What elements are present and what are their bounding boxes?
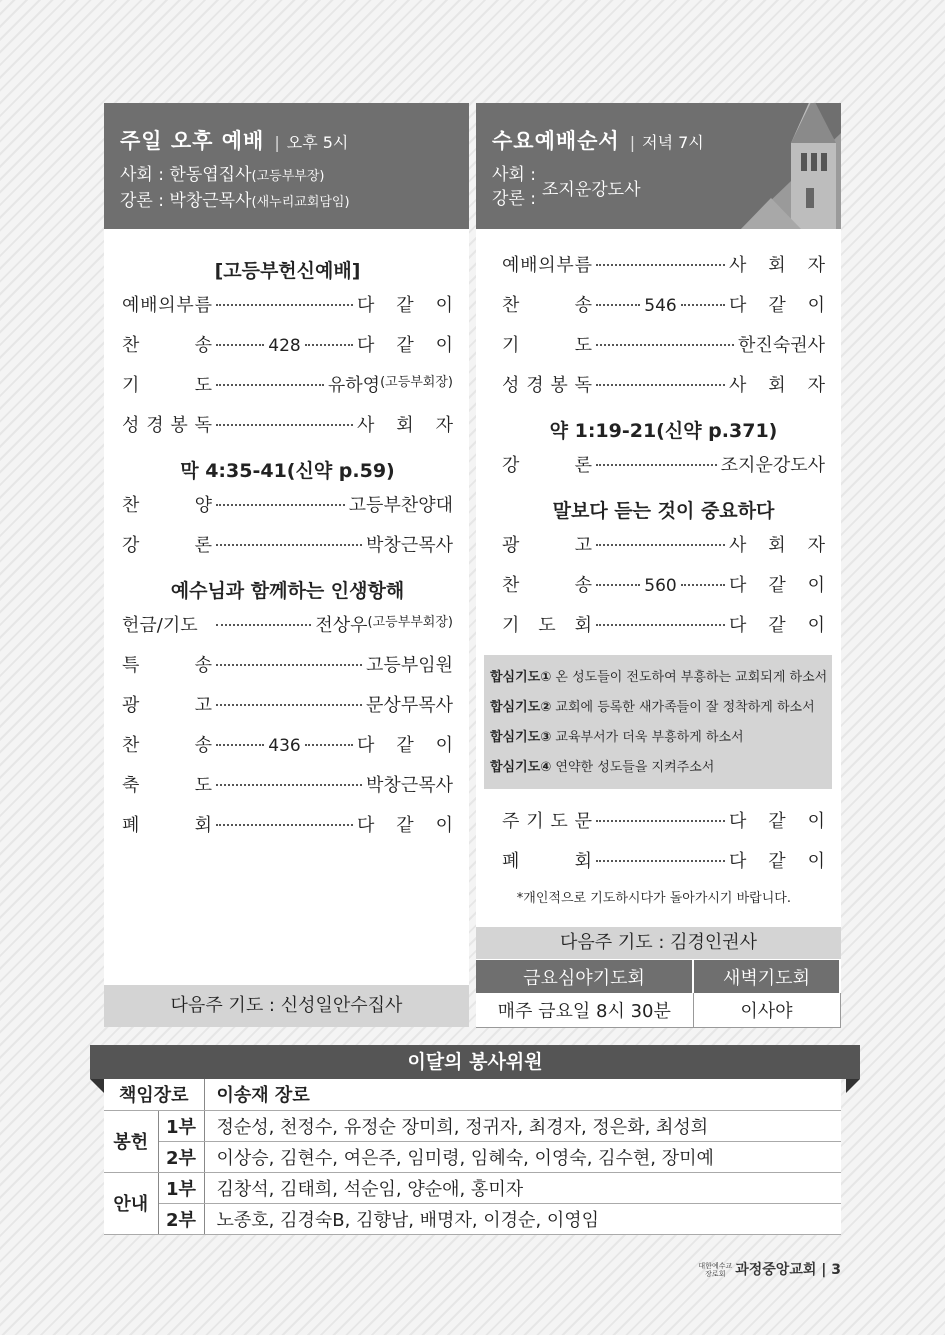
sunday-next-prayer: 다음주 기도 : 신성일안수집사 [104,985,469,1027]
leader-dots [216,544,362,546]
usher-part2: 노종호, 김경숙B, 김향남, 배명자, 이경순, 이영임 [204,1203,841,1234]
item-label: 폐 회 [122,815,212,836]
wednesday-scripture: 약 1:19-21(신약 p.371) [549,420,778,442]
sunday-preacher: 강론 : 박창근목사(새누리교회담임) [120,191,350,211]
prayer-meeting-schedule [476,960,841,1028]
dawn-prayer-book: 이사야 [693,993,840,1027]
page-number: | 3 [821,1262,841,1278]
joint-prayer-item: 합심기도④ 연약한 성도들을 지켜주소서 [490,760,715,775]
offering-label: 봉헌 [104,1110,158,1172]
leader-dots [596,264,725,266]
item-value: 다 같 이 [729,615,825,636]
item-value: 다 같 이 [357,815,453,836]
ribbon-fold-left [90,1079,104,1093]
leader-dots [216,344,264,346]
item-label: 광 고 [502,535,592,556]
item-value: 고등부찬양대 [348,495,453,516]
item-value: 전상우 (고등부부회장) [315,615,453,636]
list-item [502,571,825,611]
item-label: 헌금/기도 [122,615,198,636]
item-value: 박창근목사 [366,775,453,796]
leader-dots [305,344,353,346]
item-value: 다 같 이 [729,851,825,872]
sunday-title-line: 주일 오후 예배 | 오후 5시 [120,129,349,153]
denomination-logo: 대한예수교 장로회 [698,1262,733,1278]
item-label: 찬 양 [122,495,212,516]
item-value: 사 회 자 [729,375,825,396]
sunday-time: 오후 5시 [286,133,349,152]
joint-prayer-item: 합심기도① 온 성도들이 전도하여 부흥하는 교회되게 하소서 [490,670,828,685]
sunday-header [104,103,469,229]
item-value: 다 같 이 [729,295,825,316]
sunday-afternoon-service-column [104,103,469,1027]
joint-prayer-box [484,655,832,789]
item-label: 찬 송 [122,735,212,756]
item-value: 사 회 자 [357,415,453,436]
table-row: 2부 이상승, 김현수, 여은주, 임미령, 임혜숙, 이영숙, 김수현, 장미예 [104,1141,841,1172]
item-label: 광 고 [122,695,212,716]
ribbon-fold-right [846,1079,860,1093]
list-item [122,491,453,531]
item-value: 한진숙권사 [738,335,825,356]
wednesday-leaders: 사회 : 강론 : 조지운강도사 [492,165,641,209]
list-item [122,531,453,571]
leader-dots [216,424,353,426]
list-item [502,611,825,651]
list-item [502,331,825,371]
item-label: 성 경 봉 독 [122,415,212,436]
leader-dots [305,744,353,746]
item-value: 다 같 이 [729,575,825,596]
leader-dots [216,824,353,826]
leader-dots [216,624,311,626]
hymn-number: 428 [268,336,301,356]
usher-label: 안내 [104,1172,158,1234]
wednesday-service-column [476,103,841,1027]
table-row: 2부 노종호, 김경숙B, 김향남, 배명자, 이경순, 이영임 [104,1203,841,1234]
leader-dots [216,704,362,706]
wednesday-order-of-worship [476,229,841,651]
list-item [502,451,825,491]
leader-dots [596,464,717,466]
elder-label: 책임장로 [104,1079,204,1110]
leader-dots [596,304,640,306]
list-item [502,807,825,847]
wednesday-header [476,103,841,229]
item-value: 다 같 이 [729,811,825,832]
leader-dots [596,820,725,822]
hymn-number: 560 [644,576,677,596]
list-item [502,251,825,291]
item-label: 주 기 도 문 [502,811,592,832]
list-item [122,651,453,691]
item-value: 유하영 (고등부회장) [327,375,453,396]
wednesday-time: 저녁 7시 [642,133,704,152]
item-label: 축 도 [122,775,212,796]
dawn-prayer-header: 새벽기도회 [693,960,840,993]
joint-prayer-item: 합심기도② 교회에 등록한 새가족들이 잘 정착하게 하소서 [490,700,815,715]
hymn-number: 546 [644,296,677,316]
list-item [122,811,453,851]
item-value: 박창근목사 [366,535,453,556]
leader-dots [596,344,734,346]
leader-dots [216,504,345,506]
hymn-number: 436 [268,736,301,756]
item-label: 기 도 [122,375,212,396]
wednesday-title: 수요예배순서 [492,129,620,153]
leader-dots [681,584,725,586]
item-label: 예 배 의 부 름 [502,255,592,276]
list-item [122,691,453,731]
list-item [122,771,453,811]
table-row: 안내 1부 김창석, 김태희, 석순임, 양순애, 홍미자 [104,1172,841,1203]
item-label: 특 송 [122,655,212,676]
leader-dots [596,584,640,586]
list-item [122,291,453,331]
leader-dots [681,304,725,306]
wednesday-sermon-title: 말보다 듣는 것이 중요하다 [552,500,775,522]
item-value: 사 회 자 [729,255,825,276]
leader-dots [596,544,725,546]
sunday-heading: [고등부헌신예배] [214,260,361,282]
item-label: 예 배 의 부 름 [122,295,212,316]
item-value: 조지운강도사 [720,455,825,476]
item-value: 문상무목사 [366,695,453,716]
sunday-leader: 사회 : 한동엽집사(고등부부장) [120,165,325,185]
item-label: 찬 송 [122,335,212,356]
item-label: 폐 회 [502,851,592,872]
leader-dots [216,384,324,386]
leader-dots [216,304,353,306]
item-value: 고등부임원 [366,655,453,676]
leader-dots [216,784,362,786]
leader-dots [216,744,264,746]
list-item [502,531,825,571]
item-label: 찬 송 [502,575,592,596]
wednesday-title-line: 수요예배순서 | 저녁 7시 [492,129,704,153]
volunteers-table [104,1079,841,1235]
item-value: 사 회 자 [729,535,825,556]
friday-prayer-header: 금요심야기도회 [476,960,693,993]
sunday-order-of-worship [104,229,469,851]
list-item [122,331,453,371]
friday-prayer-time: 매주 금요일 8시 30분 [476,993,693,1027]
usher-part1: 김창석, 김태희, 석순임, 양순애, 홍미자 [204,1172,841,1203]
list-item [122,731,453,771]
page-footer [698,1259,841,1279]
leader-dots [596,624,725,626]
elder-name: 이송재 장로 [204,1079,841,1110]
leader-dots [596,384,725,386]
item-value: 다 같 이 [357,335,453,356]
item-value: 다 같 이 [357,295,453,316]
list-item [122,611,453,651]
sunday-sermon-title: 예수님과 함께하는 인생항해 [170,580,405,602]
item-label: 강 론 [502,455,592,476]
item-label: 찬 송 [502,295,592,316]
joint-prayer-item: 합심기도③ 교육부서가 더욱 부흥하게 하소서 [490,730,744,745]
item-label: 성 경 봉 독 [502,375,592,396]
leader-dots [216,664,362,666]
item-label: 강 론 [122,535,212,556]
list-item [502,847,825,887]
monthly-volunteers-title: 이달의 봉사위원 [90,1045,860,1079]
wednesday-preacher: 조지운강도사 [541,179,641,200]
table-row [104,1079,841,1110]
list-item [122,411,453,451]
wednesday-note: *개인적으로 기도하시다가 돌아가시기 바랍니다. [516,891,791,906]
item-label: 기 도 [502,335,592,356]
item-label: 기 도 회 [502,615,592,636]
church-name: 과정중앙교회 [735,1262,817,1278]
leader-dots [596,860,725,862]
sunday-title: 주일 오후 예배 [120,129,265,153]
sunday-scripture: 막 4:35-41(신약 p.59) [180,460,395,482]
list-item [122,371,453,411]
offering-part1: 정순성, 천정수, 유정순 장미희, 정귀자, 최경자, 정은화, 최성희 [204,1110,841,1141]
list-item [502,371,825,411]
wednesday-next-prayer: 다음주 기도 : 김경인권사 [476,927,841,959]
offering-part2: 이상승, 김현수, 여은주, 임미령, 임혜숙, 이영숙, 김수현, 장미예 [204,1141,841,1172]
list-item [502,291,825,331]
wednesday-closing [476,789,841,887]
table-row: 봉헌 1부 정순성, 천정수, 유정순 장미희, 정귀자, 최경자, 정은화, 최성희 [104,1110,841,1141]
item-value: 다 같 이 [357,735,453,756]
